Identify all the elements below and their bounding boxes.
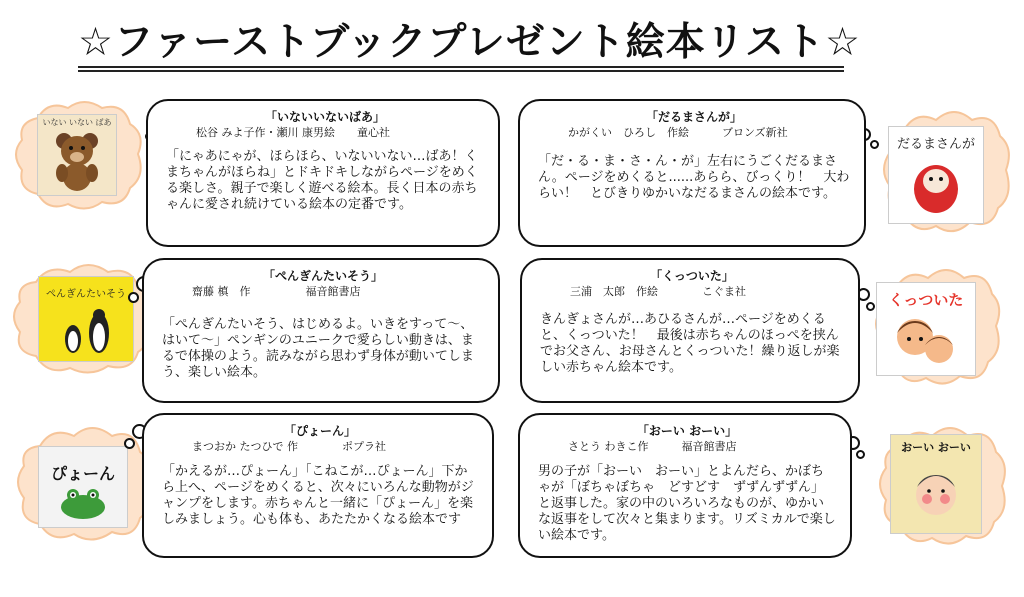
cover-cloud-1: [8, 96, 146, 214]
book-description: きんぎょさんが…あひるさんが…ページをめくると、くっついた！ 最後は赤ちゃんのほっぺを挟んでお父さん、お母さんとくっついた！繰り返しが楽しい赤ちゃん絵本です。: [540, 312, 840, 375]
title-underline-2: [78, 70, 844, 72]
book-meta: 齋藤 槙 作 福音館書店: [192, 285, 361, 298]
thought-bubble-small: [856, 450, 865, 459]
daruma-illustration: [889, 127, 983, 223]
book-description: 男の子が「おーい おーい」とよんだら、かぼちゃが「ぼちゃぼちゃ どすどす ずずんずずん」と返事した。家の中のいろいろなものが、ゆかいな返事をして次々と集まります。リズミカルで楽しい絵本です。: [538, 464, 836, 543]
book-meta: かがくい ひろし 作絵 ブロンズ新社: [568, 126, 788, 139]
book-card-penguin: [142, 258, 500, 403]
book-cover-inaiinai: [37, 114, 117, 196]
cover-cloud-3: [8, 258, 158, 378]
boy-illustration: [891, 435, 981, 533]
thought-bubble-small: [866, 302, 875, 311]
book-title: 「ぴょーん」: [283, 424, 356, 438]
book-title: 「ぺんぎんたいそう」: [262, 269, 383, 283]
book-card-daruma: [518, 99, 866, 247]
book-description: 「ぺんぎんたいそう、はじめるよ。いきをすって～、はいて～」ペンギンのユニークで愛らしい動きは、まるで体操のよう。読みながら思わず身体が動いてしまう、楽しい絵本。: [162, 317, 474, 380]
cover-title: いない いない ばあ: [42, 118, 112, 127]
book-meta: さとう わきこ作 福音館書店: [568, 440, 737, 453]
book-cover-ooi: [890, 434, 982, 534]
cover-cloud-6: [872, 420, 1010, 550]
cover-cloud-4: [868, 262, 1004, 390]
faces-illustration: [877, 283, 975, 375]
book-meta: まつおか たつひで 作 ポプラ社: [192, 440, 386, 453]
title-underline: [78, 66, 844, 68]
cover-title: くっついた: [888, 291, 964, 309]
book-description: 「にゃあにゃが、ほらほら、いないいない…ばあ！くまちゃんがほらね」とドキドキしながらページをめくる楽しさ。親子で楽しく遊べる絵本。長く日本の赤ちゃんに愛され続けている絵本の定番です。: [166, 149, 478, 212]
book-cover-kuttsuita: [876, 282, 976, 376]
book-description: 「だ・る・ま・さ・ん・が」左右にうごくだるまさん。ページをめくると......あらら、びっくり！ 大わらい！ とびきりゆかいなだるまさんの絵本です。: [538, 154, 850, 201]
book-meta: 松谷 みよ子作・瀬川 康男絵 童心社: [196, 126, 390, 139]
cover-title: ぺんぎんたいそう: [46, 289, 126, 300]
book-meta: 三浦 太郎 作絵 こぐま社: [570, 285, 746, 298]
penguin-illustration: [39, 277, 133, 361]
thought-bubble-small: [870, 140, 879, 149]
bear-illustration: [38, 115, 116, 195]
cover-cloud-5: [12, 420, 156, 546]
page-title: ☆ファーストブックプレゼント絵本リスト☆: [78, 20, 861, 65]
book-card-inaiinai: [146, 99, 500, 247]
cover-title: ぴょーん: [50, 464, 115, 483]
book-description: 「かえるが…ぴょーん」「こねこが…ぴょーん」下から上へ、ページをめくると、次々にいろんな動物がジャンプをします。赤ちゃんと一緒に「ぴょーん」を楽しみましょう。心も体も、あたたかくなる絵本です: [162, 464, 474, 527]
book-title: 「いないいないばあ」: [264, 110, 385, 124]
book-cover-daruma: [888, 126, 984, 224]
thought-bubble-small: [124, 438, 135, 449]
book-title: 「おーい おーい」: [636, 424, 738, 438]
frog-illustration: [39, 447, 127, 527]
book-title: 「だるまさんが」: [645, 110, 742, 124]
book-card-kuttsuita: [520, 258, 860, 403]
thought-bubble-small: [128, 292, 139, 303]
book-title: 「くっついた」: [650, 269, 734, 283]
cover-title: おーい おーい: [901, 441, 971, 454]
book-card-pyon: [142, 413, 494, 558]
cover-title: だるまさんが: [896, 137, 975, 152]
cover-cloud-2: [876, 104, 1014, 238]
book-cover-penguin: [38, 276, 134, 362]
book-card-ooi: [518, 413, 852, 558]
book-cover-pyon: [38, 446, 128, 528]
